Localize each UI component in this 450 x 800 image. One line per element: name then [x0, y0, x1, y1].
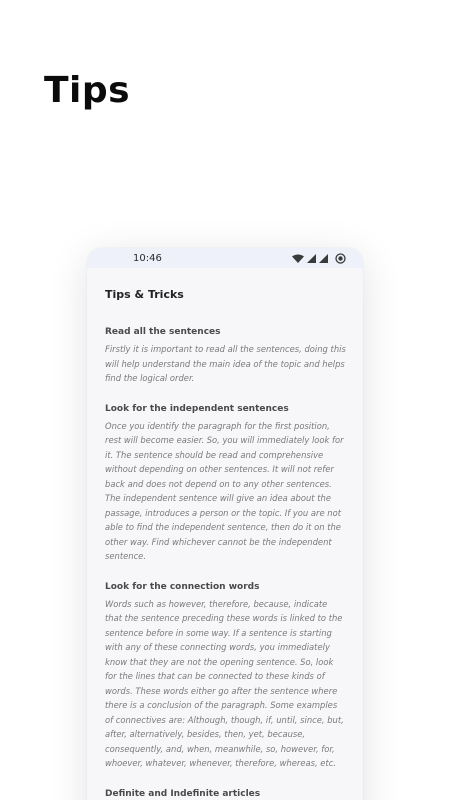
tip-section — [105, 327, 346, 386]
tip-heading: Read all the sentences — [105, 327, 221, 337]
tip-heading: Definite and Indefinite articles — [105, 788, 261, 799]
tip-body: Firstly it is important to read all the sentences, doing this will help understand the main idea of the topic and helps find the logical order. — [105, 344, 346, 383]
phone-mockup — [87, 248, 363, 800]
tips-content[interactable] — [87, 268, 363, 799]
tip-body: Words such as however, therefore, because, indicate that the sentence preceding these words is linked to the sentence before in some way. If a sentence is starting with any of these connecting words, you immediately know that they are not the opening sentence. So, look for the lines that can be connected to these kinds of words. These words either go after the sentence where there is a conclusion of the paragraph. Some examples of connectives are: Although, though, if, until, since, but, after, alternatively, besides, then, yet, because, consequently, and, when, meanwhile, so, however, for, whoever, whatever, whenever, therefore, whereas, etc. — [105, 598, 344, 768]
tip-heading: Look for the independent sentences — [105, 403, 289, 414]
status-time: 10:46 — [133, 252, 162, 264]
tip-body: Once you identify the paragraph for the first position, rest will become easier. So, you will immediately look for it. The sentence should be read and comprehensive without depending on other sentences. It will not refer back and does not depend on to any other sentences. The independent sentence will give an idea about the passage, introduces a person or the topic. If you are not able to find the independent sentence, then do it on the other way. Find whichever cannot be the independent sentence. — [105, 420, 344, 561]
status-bar — [87, 248, 363, 268]
wifi-icon — [292, 254, 304, 263]
tip-section — [105, 582, 346, 771]
signal-icon — [319, 254, 328, 263]
tip-heading: Look for the connection words — [105, 581, 260, 592]
screen-title: Tips & Tricks — [105, 288, 184, 301]
status-icons — [292, 253, 346, 264]
hero-title: Tips — [44, 70, 131, 111]
record-icon — [335, 253, 346, 264]
tip-section — [105, 404, 346, 564]
tip-section — [105, 789, 346, 799]
signal-icon — [307, 254, 316, 263]
